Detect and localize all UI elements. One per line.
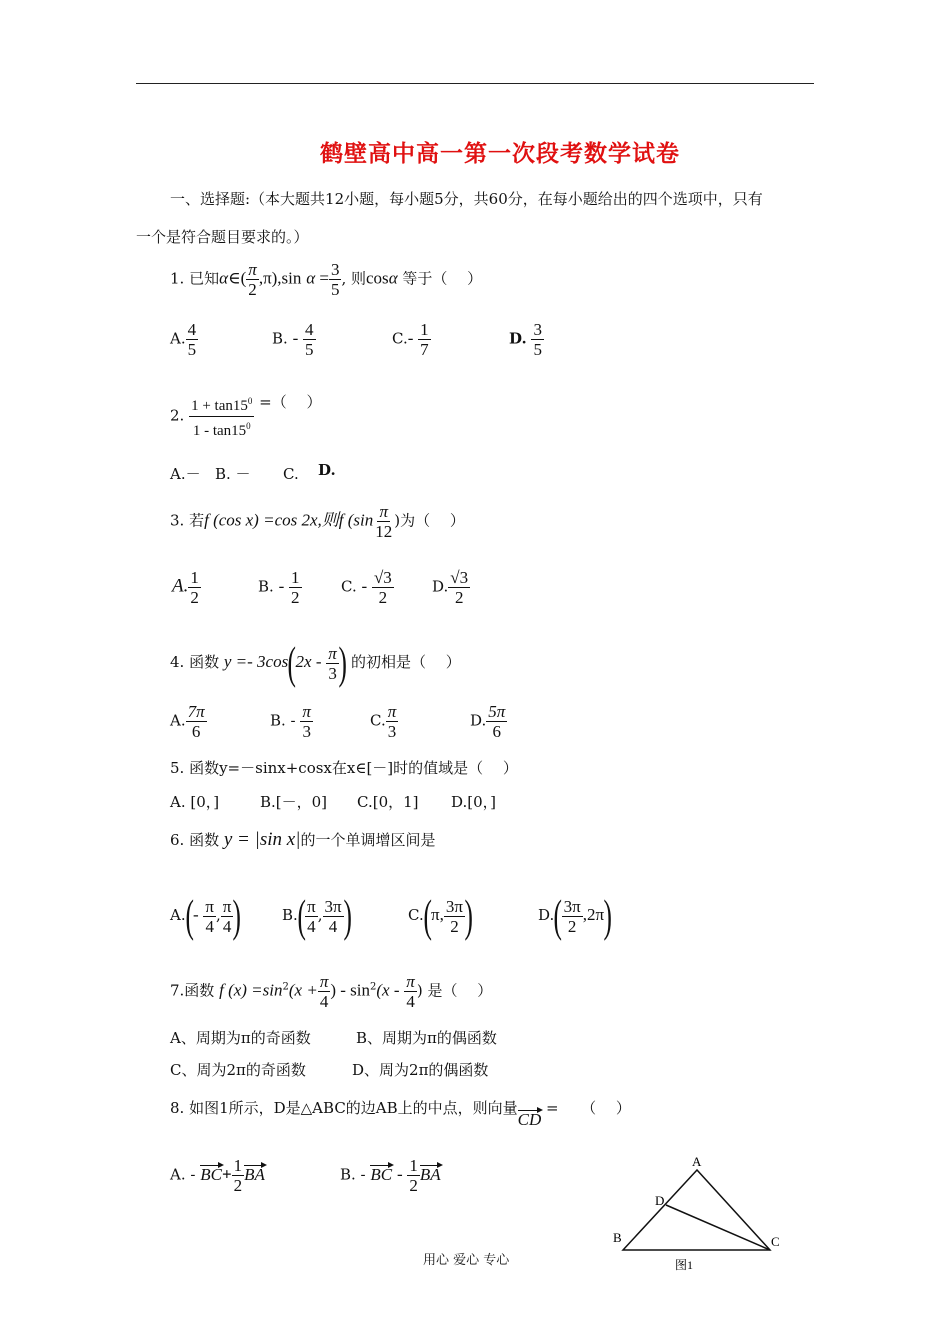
figure-caption: 图1 <box>675 1258 694 1272</box>
question-8: 8. 如图1所示，D是△ABC的边AB上的中点，则向量CD = （ ） <box>170 1099 631 1129</box>
page-title: 鹤壁高中高一第一次段考数学试卷 <box>320 141 680 167</box>
q7-option-c[interactable]: C、周为2π的奇函数 <box>170 1061 306 1079</box>
label-d: D <box>655 1193 665 1208</box>
q3-option-a[interactable]: A. $\frac{1}{2}$ <box>172 568 199 607</box>
q2-option-a[interactable]: A.－ <box>170 465 201 483</box>
q1-option-a[interactable]: A. $\frac{4}{5}$ <box>170 320 197 359</box>
footer: 用心 爱心 专心 <box>423 1253 510 1268</box>
q2-option-b[interactable]: B. － <box>215 465 251 483</box>
q2-option-d[interactable]: D. <box>318 461 336 479</box>
q7-option-d[interactable]: D、周为2π的偶函数 <box>352 1061 489 1079</box>
label-c: C <box>771 1234 780 1249</box>
label-b: B <box>613 1230 622 1245</box>
section-intro-line2: 一个是符合题目要求的。） <box>136 228 309 246</box>
question-6: 6. 函数 y = |sin x|的一个单调增区间是 <box>170 829 436 850</box>
question-3: 3. 若f (cos x) =cos 2x,则f (sin $\frac{\pi}{12}$ )为（ ） <box>170 502 465 541</box>
question-4: 4. 函数 y =- 3cos(2x - $\frac{\pi}{3}$ ) 的初相是（ ） <box>170 637 461 688</box>
q1-option-b[interactable]: B. - $\frac{4}{5}$ <box>272 320 314 359</box>
q2-option-c[interactable]: C. <box>283 465 299 483</box>
q7-option-a[interactable]: A、周期为π的奇函数 <box>170 1029 311 1047</box>
q3-option-d[interactable]: D. $\frac{√3}{2}$ <box>432 568 469 607</box>
q6-option-d[interactable]: D.( $\frac{3\pi}{2}$ ,2π) <box>538 890 612 941</box>
question-2: 2. $\frac{1 + \tan 15^0}{1 - \tan 15^0}$ =（ ） <box>170 393 322 439</box>
section-intro-line1: 一、选择题:（本大题共12小题，每小题5分，共60分，在每小题给出的四个选项中，只有 <box>170 190 763 208</box>
q7-option-b[interactable]: B、周期为π的偶函数 <box>356 1029 497 1047</box>
triangle-abc <box>623 1170 770 1250</box>
segment-cd <box>666 1205 770 1250</box>
q5-option-a[interactable]: A. [0，] <box>170 793 220 811</box>
question-1: 1. 已知α∈( $\frac{\pi}{2}$ ,π),sin α = $\frac{3}{5}$ , 则cosα 等于（ ） <box>170 260 483 299</box>
q6-option-b[interactable]: B.( $\frac{\pi}{4}$ , $\frac{3\pi}{4}$ ) <box>282 890 352 941</box>
top-rule <box>136 83 814 84</box>
q5-option-c[interactable]: C.[0，1] <box>357 793 419 811</box>
q3-option-c[interactable]: C. - $\frac{√3}{2}$ <box>341 568 392 607</box>
q5-option-b[interactable]: B.[－，0] <box>260 793 328 811</box>
question-5: 5. 函数y=－sinx+cosx在x∈[－]时的值域是（ ） <box>170 759 518 777</box>
q4-option-c[interactable]: C. $\frac{\pi}{3}$ <box>370 702 397 741</box>
q4-option-d[interactable]: D. $\frac{5\pi}{6}$ <box>470 702 506 741</box>
q3-option-b[interactable]: B. - $\frac{1}{2}$ <box>258 568 300 607</box>
label-a: A <box>692 1154 702 1169</box>
q4-option-a[interactable]: A. $\frac{7\pi}{6}$ <box>170 702 205 741</box>
q8-option-a[interactable]: A. - BC+ $\frac{1}{2}$ BA <box>170 1156 265 1195</box>
q5-option-d[interactable]: D.[0，] <box>451 793 497 811</box>
q6-option-a[interactable]: A.(- $\frac{\pi}{4}$ , $\frac{\pi}{4}$ ) <box>170 890 242 941</box>
q1-option-c[interactable]: C.- $\frac{1}{7}$ <box>392 320 429 359</box>
q1-option-d[interactable]: D. $\frac{3}{5}$ <box>509 320 542 359</box>
question-7: 7.函数 f $(x) =\sin^2(x$ + $\frac{\pi}{4}$ ) - $\sin^2(x$ - $\frac{\pi}{4}$ ) 是（ ） <box>170 972 493 1011</box>
q8-option-b[interactable]: B. - BC - $\frac{1}{2}$ BA <box>340 1156 441 1195</box>
q4-option-b[interactable]: B. - $\frac{\pi}{3}$ <box>270 702 311 741</box>
triangle-figure <box>605 1150 790 1275</box>
q6-option-c[interactable]: C.(π, $\frac{3\pi}{2}$ ) <box>408 890 473 941</box>
